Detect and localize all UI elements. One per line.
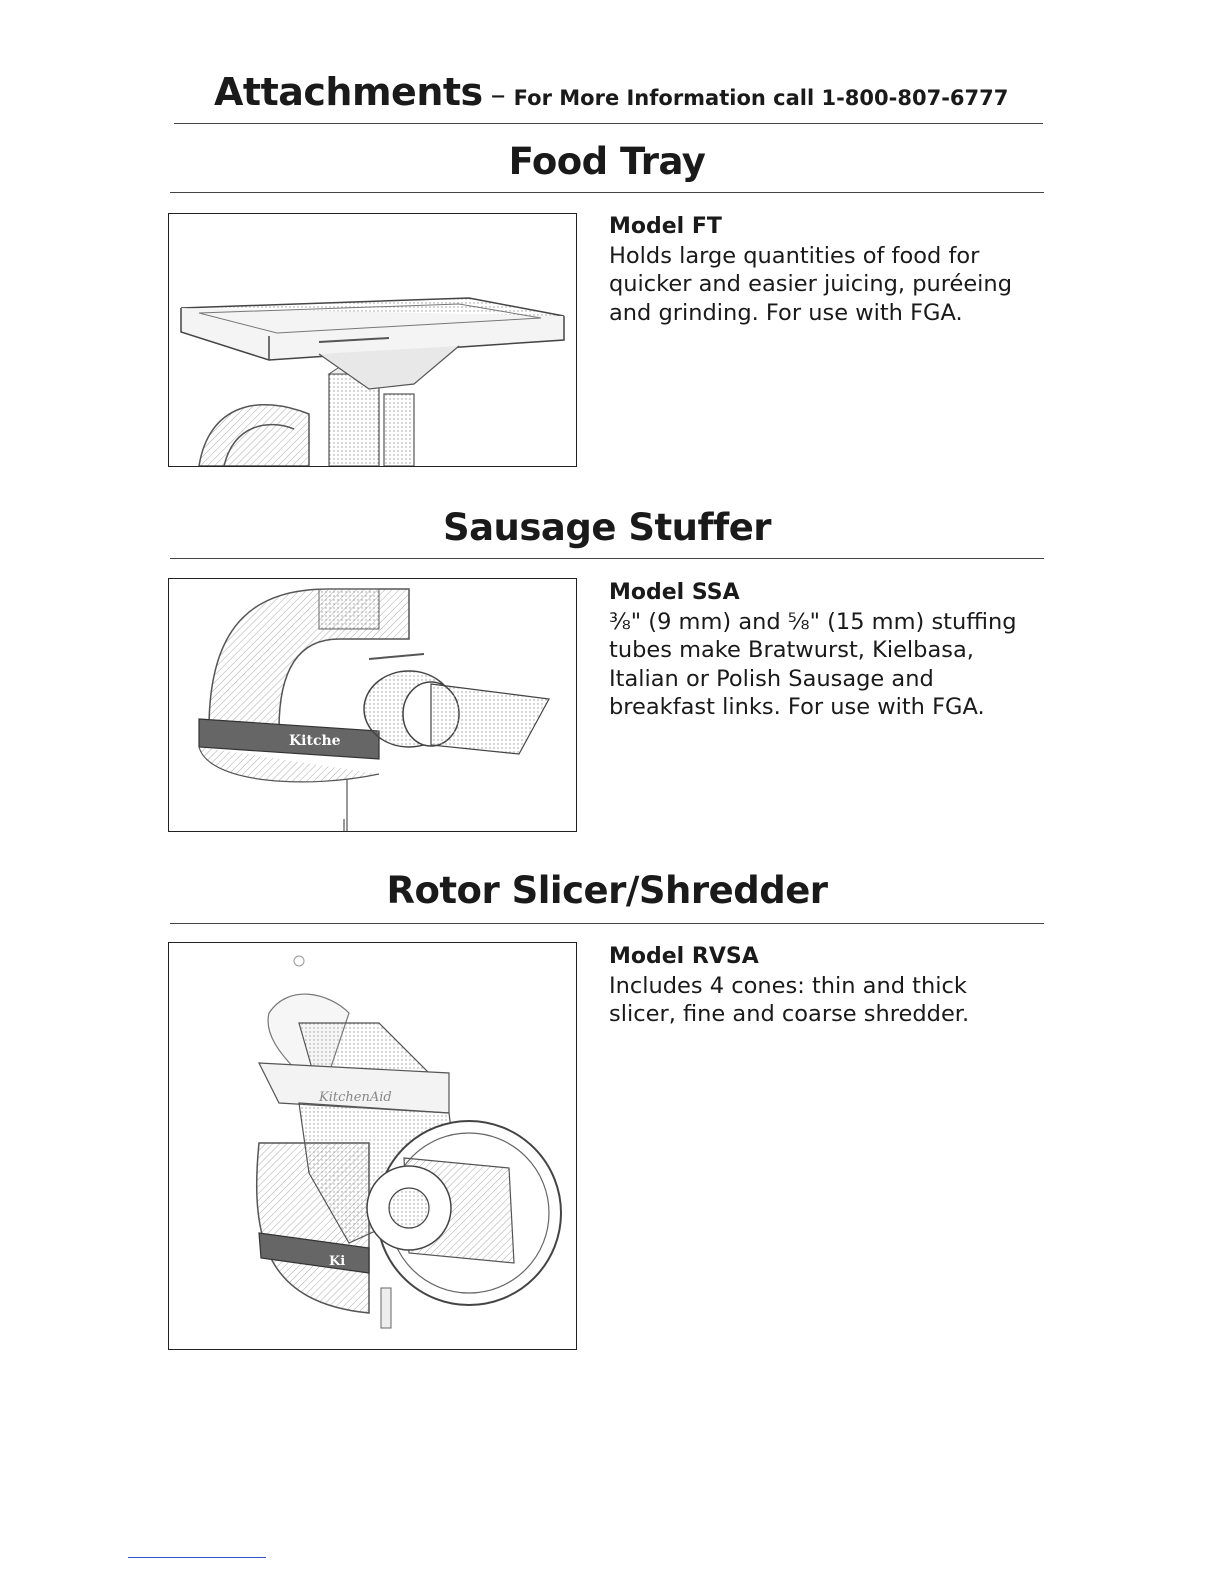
section-rule-rotor-slicer	[170, 923, 1044, 924]
description-line: slicer, fine and coarse shredder.	[609, 1001, 970, 1027]
page-title: Attachments	[214, 70, 483, 114]
description-line: tubes make Bratwurst, Kielbasa,	[609, 637, 974, 663]
section-title-rotor-slicer: Rotor Slicer/Shredder	[386, 869, 828, 912]
description-line: Holds large quantities of food for	[609, 242, 980, 269]
kitchenaid-band-text: Ki	[329, 1254, 346, 1269]
description-line: Includes 4 cones: thin and thick	[609, 972, 967, 999]
description-line: ⅜" (9 mm) and ⅝" (15 mm) stuffing	[609, 608, 1017, 635]
section-rule-sausage-stuffer	[170, 558, 1044, 559]
section-rule-food-tray	[170, 192, 1044, 193]
description-line: and grinding. For use with FGA.	[609, 299, 963, 326]
food-tray-image	[168, 213, 577, 467]
title-dash: –	[490, 78, 506, 113]
model-label: Model FT	[609, 214, 722, 239]
section-title-food-tray: Food Tray	[508, 140, 706, 183]
rotor-slicer-description	[609, 943, 1039, 1029]
page-header	[214, 70, 1008, 114]
rotor-slicer-image	[168, 942, 577, 1350]
description-line: quicker and easier juicing, puréeing	[609, 271, 1012, 297]
kitchenaid-band-text: Kitche	[289, 733, 341, 749]
description-line: breakfast links. For use with FGA.	[609, 694, 985, 720]
section-title-sausage-stuffer: Sausage Stuffer	[442, 506, 772, 549]
model-label: Model RVSA	[609, 944, 759, 969]
food-tray-description	[609, 213, 1039, 327]
sausage-stuffer-image	[168, 578, 577, 832]
info-phone-text: For More Information call 1-800-807-6777	[513, 86, 1009, 110]
model-label: Model SSA	[609, 580, 740, 605]
header-rule	[174, 123, 1043, 124]
bottom-link-underline	[128, 1557, 266, 1558]
kitchenaid-logo-text: KitchenAid	[319, 1090, 392, 1105]
description-line: Italian or Polish Sausage and	[609, 665, 934, 692]
sausage-stuffer-description	[609, 579, 1039, 722]
